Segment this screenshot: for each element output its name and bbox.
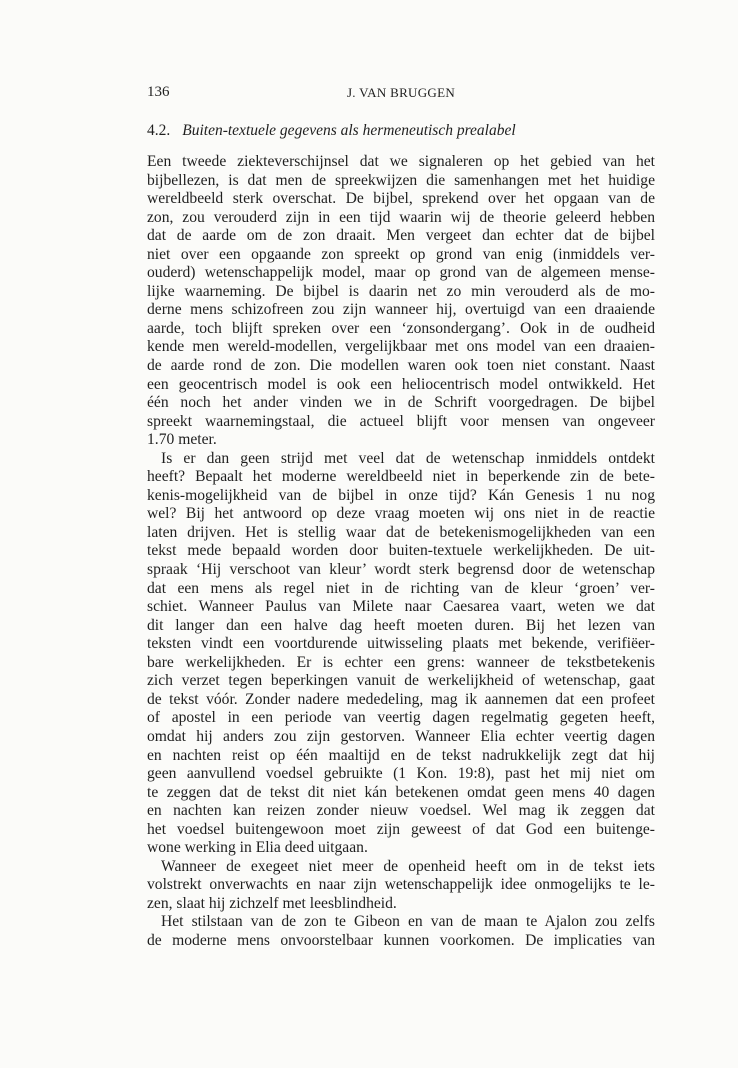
text-line: bare werkelijkheden. Er is echter een grens: wanneer de tekstbetekenis — [147, 653, 655, 671]
text-line: te zeggen dat de tekst dit niet kán betekenen omdat geen mens 40 dagen — [147, 783, 655, 801]
text-line: kenis-mogelijkheid van de bijbel in onze tijd? Kán Genesis 1 nu nog — [147, 486, 655, 504]
text-line: een geocentrisch model is ook een heliocentrisch model ontwikkeld. Het — [147, 375, 655, 393]
text-line: volstrekt onverwachts en naar zijn wetenschappelijk idee onmogelijks te le- — [147, 876, 655, 894]
text-line: de moderne mens onvoorstelbaar kunnen voorkomen. De implicaties van — [147, 931, 655, 949]
text-line: wone werking in Elia deed uitgaan. — [147, 839, 368, 857]
text-line: ouderd) wetenschappelijk model, maar op grond van de algemeen mense- — [147, 264, 655, 282]
text-line: omdat hij anders zou zijn gestorven. Wanneer Elia echter veertig dagen — [147, 727, 655, 745]
text-line: derne mens schizofreen zou zijn wanneer hij, overtuigd van een draaiende — [147, 301, 655, 319]
text-line: spreekt waarnemingstaal, die actueel blijft voor mensen van ongeveer — [147, 412, 655, 430]
text-line: aarde, toch blijft spreken over een ‘zonsondergang’. Ook in de oudheid — [147, 319, 655, 337]
text-line: dit langer dan een halve dag heeft moeten duren. Bij het lezen van — [147, 616, 655, 634]
text-line: de tekst vóór. Zonder nadere mededeling, mag ik aannemen dat een profeet — [147, 690, 655, 708]
paragraph — [147, 450, 655, 858]
text-line: wel? Bij het antwoord op deze vraag moeten wij ons niet in de reactie — [147, 505, 655, 523]
section-title: Buiten-textuele gegevens als hermeneutisch prealabel — [182, 122, 516, 139]
text-line: schiet. Wanneer Paulus van Milete naar Caesarea vaart, weten we dat — [147, 598, 655, 616]
text-line: zen, slaat hij zichzelf met leesblindheid. — [147, 894, 397, 912]
page-number: 136 — [147, 84, 170, 100]
text-line: teksten vindt een voortdurende uitwisseling plaats met bekende, verifiëer- — [147, 635, 655, 653]
text-line: kende men wereld-modellen, vergelijkbaar met ons model van een draaien- — [147, 338, 655, 356]
text-line: wereldbeeld sterk overschat. De bijbel, sprekend over het opgaan van de — [147, 190, 655, 208]
text-line: bijbellezen, is dat men de spreekwijzen die samenhangen met het huidige — [147, 171, 655, 189]
text-line: laten drijven. Het is stellig waar dat de betekenismogelijkheden van een — [147, 523, 655, 541]
text-line: heeft? Bepaalt het moderne wereldbeeld niet in beperkende zin de bete- — [147, 468, 655, 486]
text-line: Een tweede ziekteverschijnsel dat we signaleren op het gebied van het — [147, 153, 655, 170]
text-line: spraak ‘Hij verschoot van kleur’ wordt sterk begrensd door de wetenschap — [147, 561, 655, 579]
text-line: zich verzet tegen beperkingen vanuit de werkelijkheid of wetenschap, gaat — [147, 672, 655, 690]
text-line: en nachten kan reizen zonder nieuw voedsel. Wel mag ik zeggen dat — [147, 802, 655, 820]
text-line: dat een mens als regel niet in de richting van de kleur ‘groen’ ver- — [147, 579, 655, 597]
body-text — [147, 153, 655, 951]
text-line: Is er dan geen strijd met veel dat de wetenschap inmiddels ontdekt — [161, 449, 655, 467]
text-line: geen aanvullend voedsel gebruikte (1 Kon. 19:8), past het mij niet om — [147, 765, 655, 783]
text-line: niet over een opgaande zon spreekt op grond van enig (inmiddels ver- — [147, 245, 655, 263]
section-heading — [147, 121, 655, 141]
page-header — [147, 84, 655, 106]
text-line: Het stilstaan van de zon te Gibeon en van de maan te Ajalon zou zelfs — [161, 913, 655, 931]
text-line: 1.70 meter. — [147, 431, 217, 449]
text-line: het voedsel buitengewoon moet zijn geweest of dat God een buitenge- — [147, 820, 655, 838]
text-line: lijke waarneming. De bijbel is daarin net zo min verouderd als de mo- — [147, 282, 655, 300]
text-line: Wanneer de exegeet niet meer de openheid heeft om in de tekst iets — [161, 857, 655, 875]
text-line: dat de aarde om de zon draait. Men vergeet dan echter dat de bijbel — [147, 227, 655, 245]
text-line: en nachten reist op één maaltijd en de tekst nadrukkelijk zegt dat hij — [147, 746, 655, 764]
paragraph — [147, 153, 655, 450]
text-line: de aarde rond de zon. Die modellen waren ook toen niet constant. Naast — [147, 357, 655, 375]
text-line: tekst mede bepaald worden door buiten-textuele werkelijkheden. De uit- — [147, 542, 655, 560]
running-head: J. VAN BRUGGEN — [346, 85, 456, 100]
text-line: zon, zou verouderd zijn in een tijd waarin wij de theorie geleerd hebben — [147, 208, 655, 226]
text-line: één noch het ander vinden we in de Schrift voorgedragen. De bijbel — [147, 394, 655, 412]
paragraph — [147, 913, 655, 950]
text-line: of apostel in een periode van veertig dagen regelmatig gegeten heeft, — [147, 709, 655, 727]
section-number: 4.2. — [147, 122, 171, 139]
paragraph — [147, 858, 655, 914]
